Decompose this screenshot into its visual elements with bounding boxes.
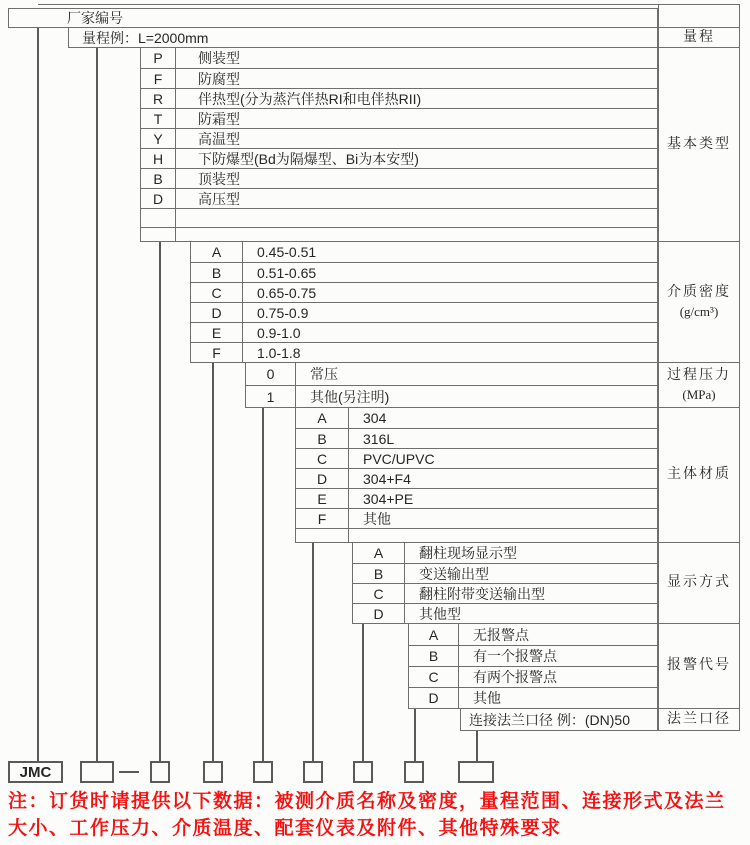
basic-type-table	[140, 47, 658, 242]
side-label-text: 量程	[683, 29, 715, 45]
side-label-alarm	[658, 623, 740, 709]
table-row	[191, 262, 657, 282]
option-desc: 其他(另注明)	[310, 388, 390, 405]
option-code: E	[296, 489, 349, 508]
side-label-basic-type	[658, 47, 740, 242]
table-row	[409, 687, 657, 708]
option-code: C	[296, 449, 349, 468]
option-code: A	[296, 408, 349, 428]
table-row	[296, 448, 657, 468]
option-code: B	[409, 646, 459, 666]
side-label-text: 主体材质	[667, 467, 731, 483]
option-code: D	[353, 604, 405, 623]
side-label-text: 基本类型	[667, 136, 731, 152]
option-code: B	[296, 429, 349, 448]
option-desc: 其他	[473, 690, 501, 706]
option-desc: 316L	[363, 430, 395, 447]
code-box-flange	[458, 761, 494, 783]
side-label-unit: (MPa)	[682, 386, 716, 402]
option-code: H	[141, 149, 176, 168]
option-desc: 侧装型	[198, 50, 240, 66]
manufacturer-number-label: 厂家编号	[67, 10, 123, 26]
option-desc: 高压型	[198, 190, 240, 207]
table-row	[353, 563, 657, 583]
table-row	[246, 363, 657, 385]
diagram-top-line	[38, 4, 740, 5]
option-code: D	[141, 189, 176, 208]
option-desc	[176, 209, 657, 227]
option-code	[296, 529, 349, 542]
side-label-pressure	[658, 362, 740, 408]
option-code: P	[141, 48, 176, 68]
alarm-code-table	[408, 623, 658, 709]
table-row	[353, 603, 657, 623]
code-box-display	[353, 761, 373, 783]
ordering-note-line2: 大小、工作压力、介质温度、配套仪表及附件、其他特殊要求	[8, 818, 562, 839]
option-desc: 0.45-0.51	[257, 244, 317, 260]
connector-alarm	[414, 709, 416, 761]
option-desc: 0.75-0.9	[257, 304, 309, 321]
option-code: R	[141, 89, 176, 108]
table-row	[191, 282, 657, 302]
range-example-label: 量程例：L=2000mm	[82, 29, 209, 46]
option-desc: 防腐型	[198, 70, 240, 87]
table-row	[191, 322, 657, 342]
side-label-flange	[658, 708, 740, 731]
table-row-empty	[141, 208, 657, 227]
side-label-display	[658, 542, 740, 624]
table-row	[141, 128, 657, 148]
flange-size-text: 连接法兰口径 例：(DN)50	[469, 711, 631, 728]
option-desc	[176, 228, 657, 241]
option-desc	[349, 529, 657, 542]
option-code: C	[353, 584, 405, 603]
option-code: T	[141, 109, 176, 128]
option-desc: 0.9-1.0	[257, 324, 301, 341]
table-row	[409, 666, 657, 687]
table-row	[191, 302, 657, 322]
side-label-unit: (g/cm³)	[679, 303, 719, 319]
connector-material	[312, 543, 314, 761]
option-code: B	[141, 169, 176, 188]
table-row	[296, 488, 657, 508]
table-row	[191, 242, 657, 262]
table-row	[246, 385, 657, 407]
display-mode-table	[352, 542, 658, 624]
option-code: D	[191, 303, 243, 322]
option-code: 0	[246, 363, 296, 385]
medium-density-table	[190, 241, 658, 363]
body-material-table	[295, 407, 658, 543]
option-desc: 变送输出型	[419, 565, 489, 582]
option-desc: 伴热型(分为蒸汽伴热RI和电伴热RII)	[198, 90, 422, 107]
option-desc: PVC/UPVC	[363, 450, 435, 467]
connector-density	[212, 363, 214, 761]
table-row	[141, 68, 657, 88]
connector-manufacturer	[37, 28, 39, 761]
code-box-range	[80, 761, 114, 783]
option-code	[141, 209, 176, 227]
option-code: A	[191, 242, 243, 262]
table-row	[141, 148, 657, 168]
option-code: C	[409, 667, 459, 687]
model-prefix-text: JMC	[19, 763, 52, 781]
table-row-empty	[296, 528, 657, 542]
code-box-alarm	[404, 761, 424, 783]
option-desc: 1.0-1.8	[257, 344, 301, 361]
option-desc: 下防爆型(Bd为隔爆型、Bi为本安型)	[198, 150, 419, 167]
option-code: E	[191, 323, 243, 342]
option-code: 1	[246, 386, 296, 407]
option-desc: 常压	[310, 366, 338, 382]
option-desc: 其他型	[419, 605, 461, 622]
ordering-note-line1: 注：订货时请提供以下数据：被测介质名称及密度，量程范围、连接形式及法兰	[8, 791, 726, 812]
table-row	[141, 48, 657, 68]
code-box-pressure	[253, 761, 273, 783]
range-example-cell	[68, 27, 658, 48]
option-desc: 无报警点	[473, 626, 529, 643]
code-box-basic	[150, 761, 170, 783]
side-label-material	[658, 407, 740, 543]
option-code: A	[409, 624, 459, 645]
option-desc: 0.65-0.75	[257, 284, 317, 301]
option-code: F	[191, 343, 243, 362]
code-box-density	[203, 761, 223, 783]
option-code: Y	[141, 129, 176, 148]
code-box-material	[303, 761, 323, 783]
option-code: F	[296, 509, 349, 528]
option-code: F	[141, 69, 176, 88]
option-code: C	[191, 283, 243, 302]
option-desc: 0.51-0.65	[257, 264, 317, 281]
connector-basic	[159, 242, 161, 761]
table-row	[141, 168, 657, 188]
code-separator-dash	[119, 771, 139, 773]
connector-flange	[476, 731, 478, 761]
side-label-range	[658, 27, 740, 48]
manufacturer-number-cell	[8, 8, 658, 28]
option-desc: 304+PE	[363, 490, 414, 507]
table-row	[141, 88, 657, 108]
option-desc: 其他	[363, 510, 391, 527]
table-row	[191, 342, 657, 362]
table-row	[353, 583, 657, 603]
table-row-empty	[141, 227, 657, 241]
option-code: B	[353, 564, 405, 583]
flange-size-cell	[460, 708, 658, 731]
table-row	[296, 508, 657, 528]
option-code: B	[191, 263, 243, 282]
connector-display	[362, 624, 364, 761]
option-desc: 有两个报警点	[473, 669, 557, 685]
option-desc: 304+F4	[363, 470, 411, 487]
table-row	[296, 408, 657, 428]
side-label-text: 显示方式	[667, 575, 731, 591]
option-code: A	[353, 543, 405, 563]
connector-pressure	[262, 408, 264, 761]
table-row	[296, 428, 657, 448]
side-label-text: 介质密度	[667, 285, 731, 301]
option-desc: 翻柱附带变送输出型	[419, 585, 545, 602]
side-label-text: 法兰口径	[667, 711, 731, 727]
table-row	[141, 108, 657, 128]
side-label-text: 报警代号	[667, 658, 731, 674]
option-code	[141, 228, 176, 241]
table-row	[409, 645, 657, 666]
table-row	[296, 468, 657, 488]
option-desc: 顶装型	[198, 170, 240, 187]
process-pressure-table	[245, 362, 658, 408]
table-row	[409, 624, 657, 645]
option-desc: 高温型	[198, 130, 240, 147]
option-desc: 304	[363, 410, 387, 426]
option-desc: 翻柱现场显示型	[419, 545, 517, 561]
model-prefix-box	[8, 761, 63, 783]
connector-range	[96, 48, 98, 761]
option-desc: 防霜型	[198, 110, 240, 127]
option-code: D	[409, 688, 459, 708]
side-label-density	[658, 241, 740, 363]
table-row	[141, 188, 657, 208]
side-label-text: 过程压力	[667, 368, 731, 384]
table-row	[353, 543, 657, 563]
side-cell-empty	[658, 4, 740, 28]
ordering-note	[8, 788, 748, 842]
option-code: D	[296, 469, 349, 488]
option-desc: 有一个报警点	[473, 648, 557, 664]
